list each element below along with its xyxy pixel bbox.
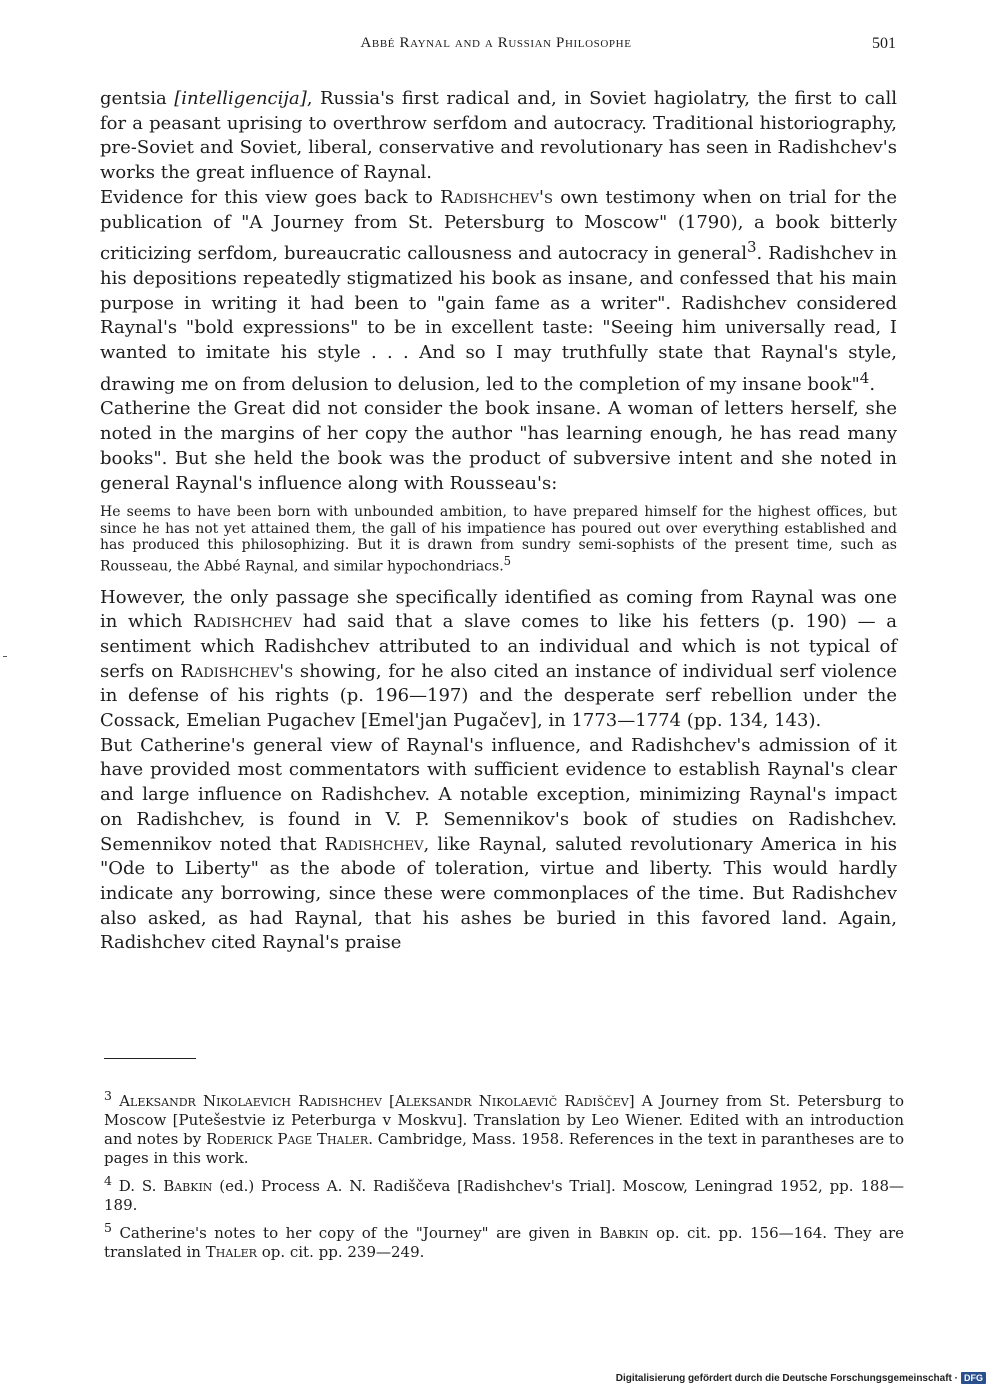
footnote [104,1086,904,1168]
text-span: op. cit. pp. 239—249. [256,1243,425,1261]
footnote-ref[interactable]: 5 [503,554,512,569]
footnotes [104,1086,904,1265]
author-name: Radishchev's [440,186,553,208]
footnote [104,1171,904,1215]
text-span: , like Raynal, saluted revolutionary America in his "Ode to Liberty" as the abode of toleration, virtue and liberty. This would hardly indicate any borrowing, since these were commonplaces of the time. But Radishchev also asked, as had Raynal, that his ashes be buried in this favored land. Again, Radishchev cited Raynal's praise [100,833,897,954]
text-span: However, the only passage she specifically identified as coming from Raynal was one in which [100,586,897,633]
italic-term: [intelligencija] [174,88,307,109]
footnote-ref[interactable]: 3 [746,238,757,257]
text-span: (ed.) Process A. N. Radiščeva [Radishchev's Trial]. Moscow, Leningrad 1952, pp. 188—189. [104,1177,904,1214]
paragraph [100,734,897,956]
quote-text: He seems to have been born with unbounded ambition, to have prepared himself for the highest offices, but since he has not yet attained them, the gall of his impatience has poured out over everything established and has produced this philosophizing. But it is drawn from sundry semi-sophists of the present time, such as Rousseau, the Abbé Raynal, and similar hypochondriacs. [100,504,897,576]
digitization-credit [616,1372,986,1384]
footnote [104,1218,904,1262]
text-span: , Russia's first radical and, in Soviet hagiolatry, the first to call for a peasant uprising to overthrow serfdom and autocracy. Traditional historiography, pre-Soviet and Soviet, liberal, conservative and revolutionary has seen in Radishchev's works the great influence of Raynal. [100,88,897,184]
paragraph [100,186,897,398]
paragraph: Catherine the Great did not consider the book insane. A woman of letters herself, she noted in the margins of her copy the author "has learning enough, he has read many books". But she held the book was the product of subversive intent and she noted in general Raynal's influence along with Rousseau's: [100,398,897,494]
paragraph [100,87,897,186]
main-text [100,87,897,956]
text-span: own testimony when on trial for the publication of "A Journey from St. Petersburg to Moscow" (1790), a book bitterly criticizing serfdom, bureaucratic callousness and autocracy in general [100,186,897,265]
running-title: Abbé Raynal and a Russian Philosophe [360,35,632,51]
footnote-ref[interactable]: 4 [859,368,870,387]
editor-name: Roderick Page Thaler [206,1130,369,1148]
margin-mark [3,656,7,657]
text-span: . Radishchev in his depositions repeatedly stigmatized his book as insane, and confessed that his main purpose in writing it had been to "gain fame as a writer". Radishchev considered Raynal's "bold expressions" to be in excellent taste: "Seeing him universally read, I wanted to imitate his style . . . And so I may truthfully state that Raynal's style, drawing me on from delusion to delusion, led to the completion of my insane book" [100,243,897,395]
author-name: Radishchev [324,833,424,855]
dfg-logo-icon: DFG [961,1372,986,1384]
text-span: gentsia [100,88,175,109]
author-name: Radishchev's [180,660,294,682]
credit-text: Digitalisierung gefördert durch die Deutsche Forschungsgemeinschaft · [615,1372,958,1384]
text-span: showing, for he also cited an instance of individual serf violence in defense of his rights (p. 196—197) and the desperate serf rebellion under the Cossack, Emelian Pugachev [Emel'jan Pugačev], in 1773—1774 (pp. 134, 143). [100,660,897,732]
block-quote [100,504,897,575]
author-name: Radishchev [193,611,293,633]
author-name: Babkin [599,1224,649,1242]
author-name: Aleksandr Nikolaevich Radishchev [Aleksandr Nikolaevič Radiščev] [119,1092,635,1110]
running-header [96,35,896,57]
author-name: Babkin [163,1177,213,1195]
page-number: 501 [872,35,896,52]
footnote-number: 4 [104,1173,112,1188]
text-span: . Cambridge, Mass. 1958. References in the text in parantheses are to pages in this work. [104,1130,904,1167]
author-name: Thaler [205,1243,257,1261]
text-span: A Journey from St. Petersburg to Moscow [Putešestvie iz Peterburga v Moskvu]. Translation by Leo Wiener. Edited with an introduction and notes by [104,1092,904,1148]
text-span: op. cit. pp. 156—164. They are translated in [104,1224,904,1261]
text-span: But Catherine's general view of Raynal's influence, and Radishchev's admission of it have provided most commentators with sufficient evidence to establish Raynal's clear and large influence on Radishchev. A notable exception, minimizing Raynal's impact on Radishchev, is found in V. P. Semennikov's book of studies on Radishchev. Semennikov noted that [100,734,897,855]
text-span: . [869,373,876,395]
footnote-divider [104,1058,196,1059]
paragraph [100,586,897,734]
footnote-number: 5 [104,1220,112,1235]
text-span: D. S. [118,1177,164,1195]
text-span: Evidence for this view goes back to [100,186,441,208]
text-span: had said that a slave comes to like his fetters (p. 190) — a sentiment which Radishchev attributed to an individual and which is not typical of serfs on [100,611,897,682]
text-span: Catherine's notes to her copy of the "Journey" are given in [119,1224,600,1242]
footnote-number: 3 [104,1088,112,1103]
